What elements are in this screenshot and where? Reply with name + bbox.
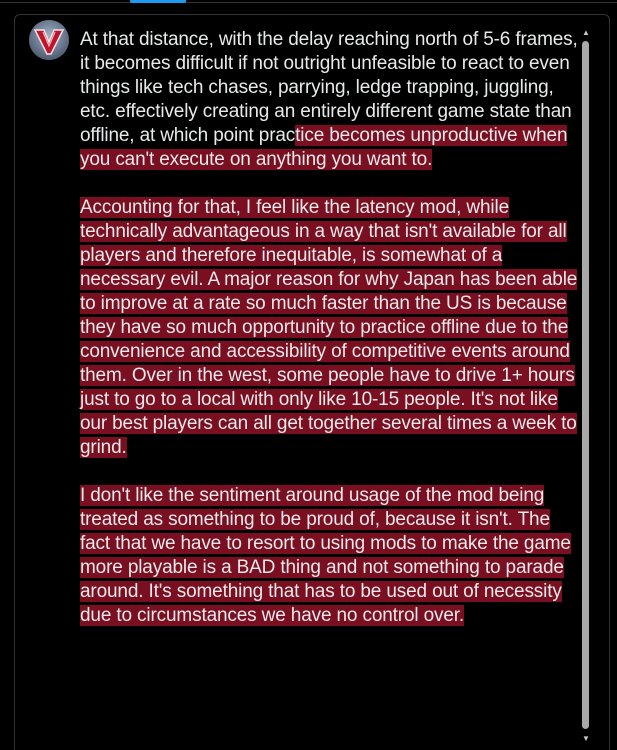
- selected-text: I don't like the sentiment around usage of the mod being treated as something to be proud of, because it isn't. The fact that we have to resort to using mods to make the game more playable is a BAD thing and not something to parade around. It's something that has to be used out of necessity due to circumstances we have no control over.: [80, 485, 571, 626]
- scroll-down-arrow-icon[interactable]: ▼: [582, 734, 590, 743]
- avatar[interactable]: [29, 20, 69, 60]
- post-text: [80, 28, 580, 628]
- scroll-up-arrow-icon[interactable]: ▲: [582, 28, 590, 37]
- scrollbar-thumb[interactable]: [582, 41, 589, 729]
- post-paragraph-3: [80, 484, 580, 628]
- post-paragraph-1: [80, 28, 580, 172]
- post-paragraph-2: [80, 196, 580, 460]
- avatar-logo-icon: [29, 20, 69, 60]
- top-divider: [0, 2, 617, 3]
- selected-text: tice becomes unproductive when you can't execute on anything you want to.: [80, 125, 568, 170]
- selected-text: Accounting for that, I feel like the latency mod, while technically advantageous in a way that isn't available for all players and therefore inequitable, is somewhat of a necessary evil. A major reason for why Japan has been able to improve at a rate so much faster than the US is because they have so much opportunity to practice offline due to the convenience and accessibility of competitive events around them. Over in the west, some people have to drive 1+ hours just to go to a local with only like 10-15 people. It's not like our best players can all get together several times a week to grind.: [80, 197, 578, 458]
- active-tab-indicator: [130, 0, 186, 3]
- paragraph-text: At that distance, with the delay reaching north of 5-6 frames, it becomes difficult if not outright unfeasible to react to even things like tech chases, parrying, ledge trapping, juggling, etc. effectively creating an entirely different game state than offline, at which point prac: [80, 29, 578, 146]
